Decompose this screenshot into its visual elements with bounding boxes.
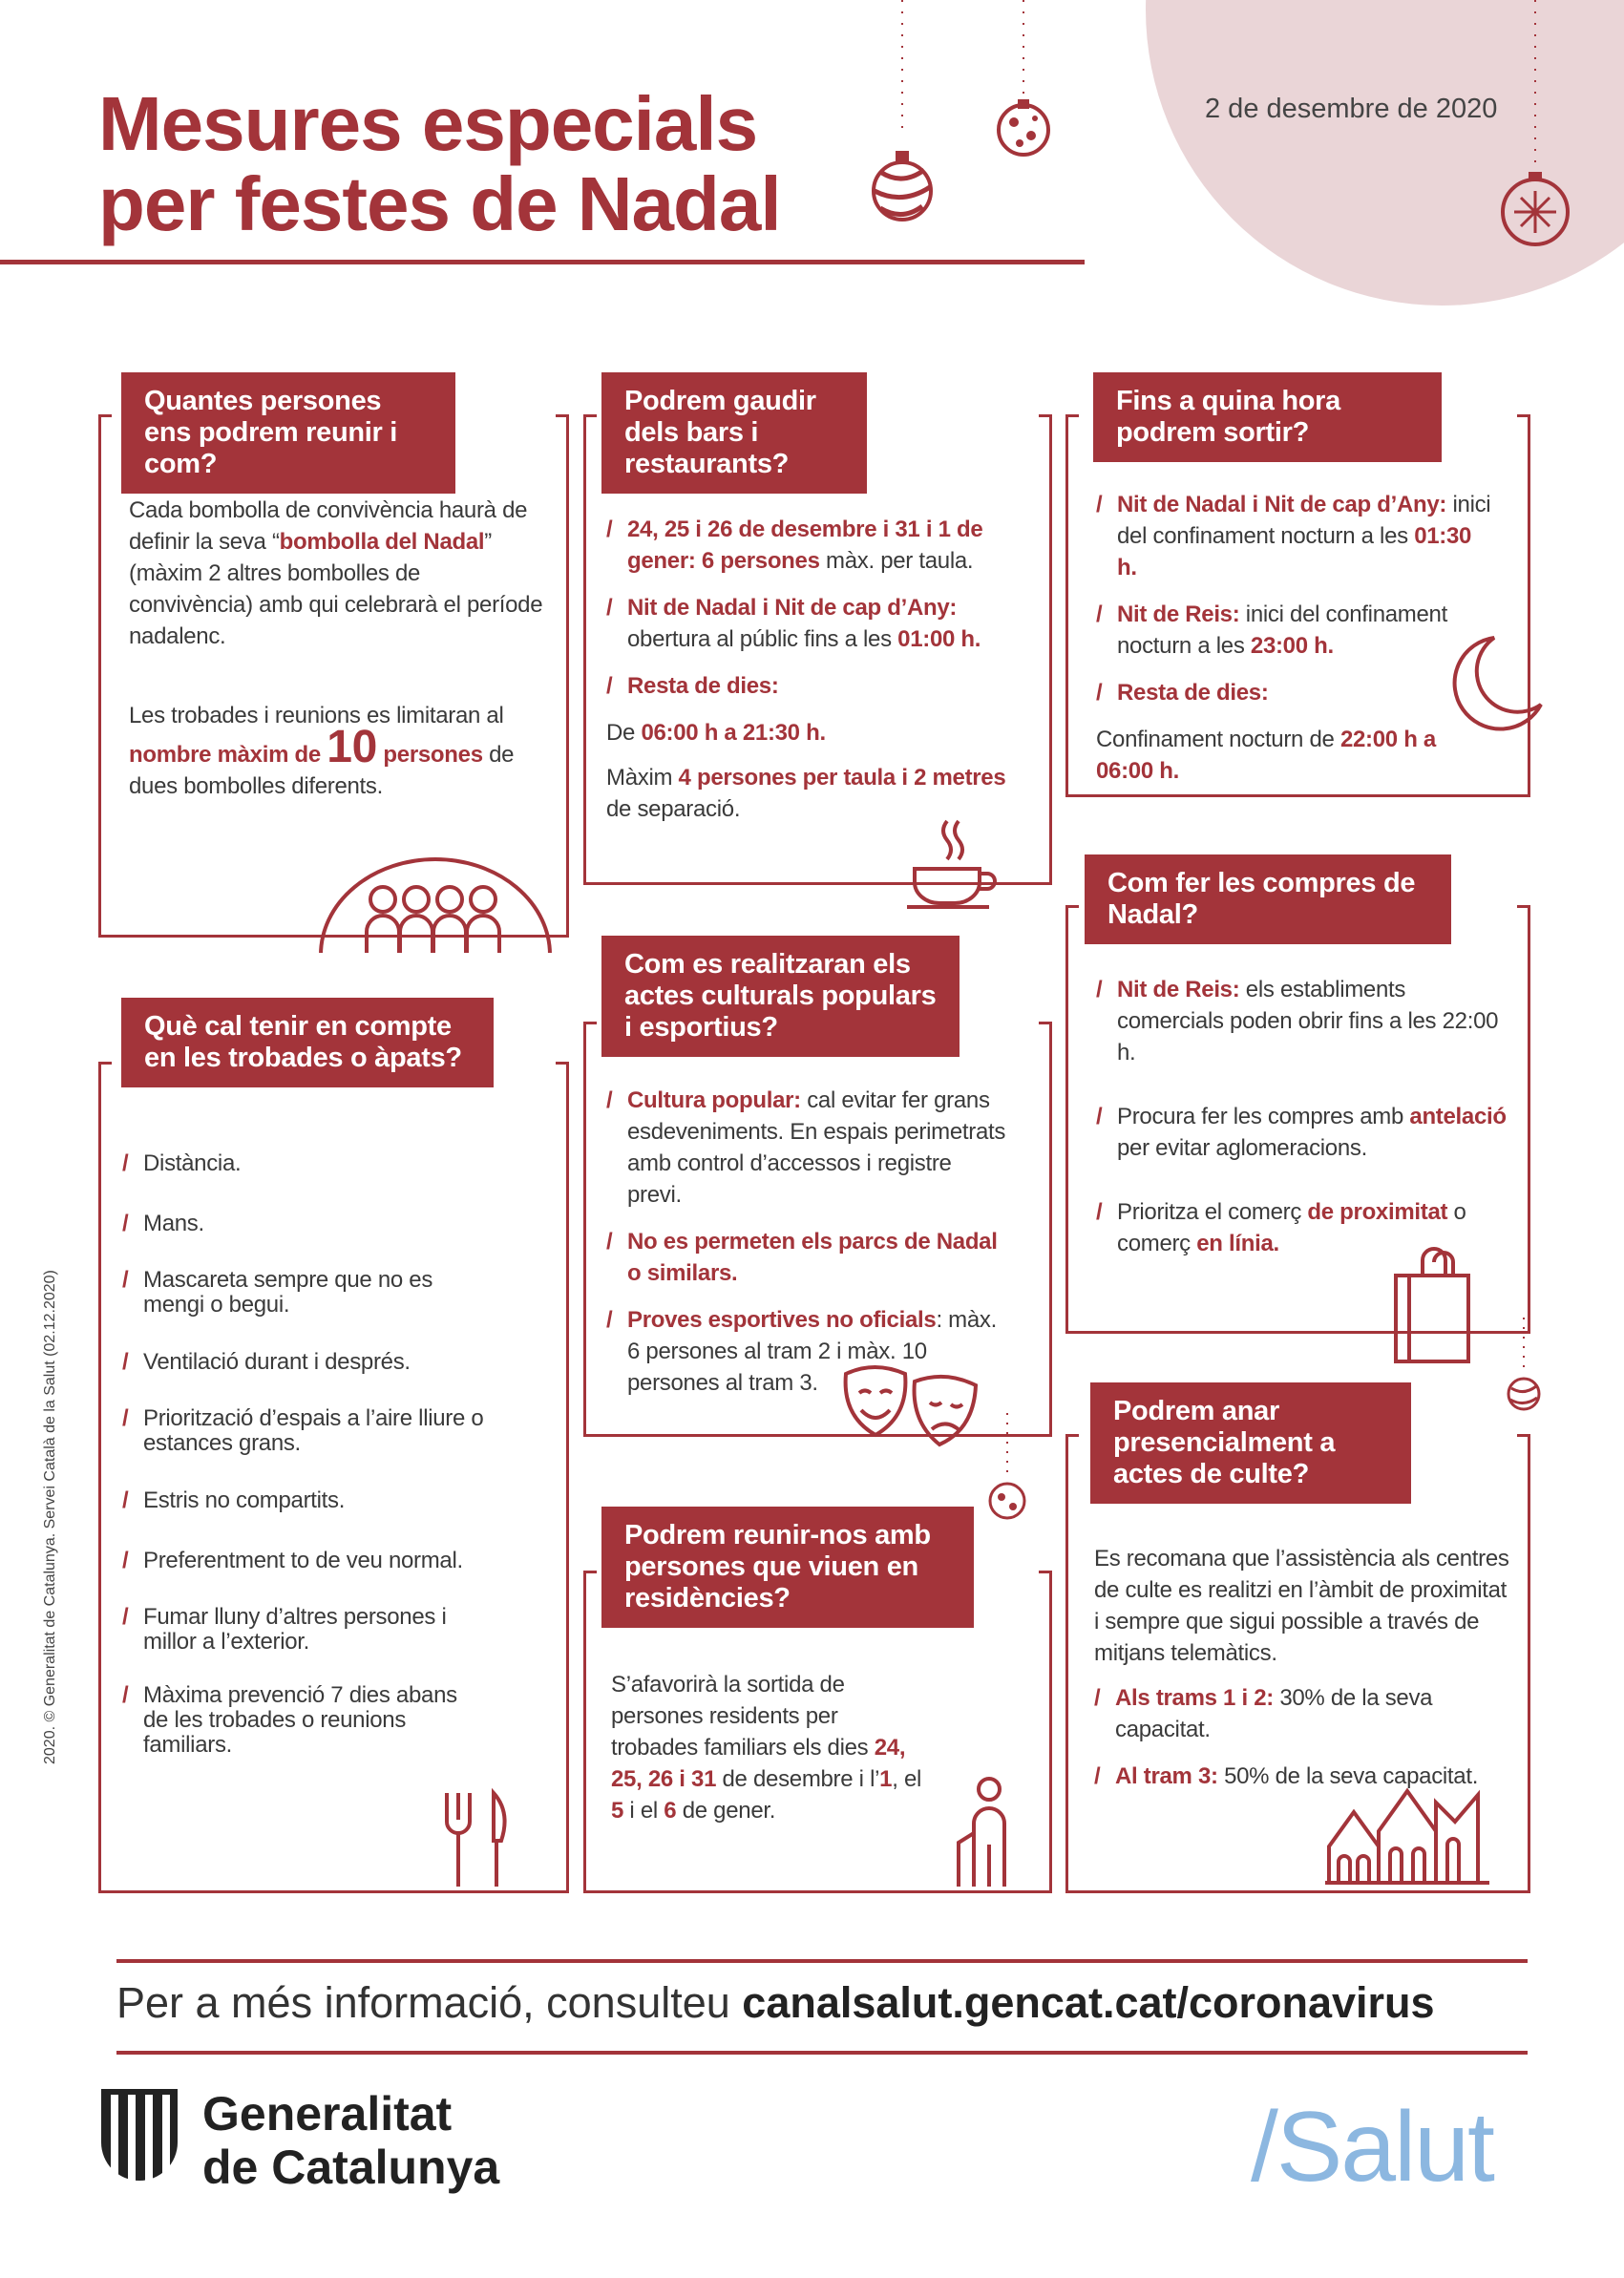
gatherings-item: / Priorització d’espais a l’aire lliure o estances grans. <box>122 1406 485 1456</box>
box-curfew-heading: Fins a quina hora podrem sortir? <box>1093 372 1442 462</box>
coffee-cup-icon <box>897 816 1012 912</box>
box-worship-text: Es recomana que l’assistència als centres de culte es realitzi en l’àmbit de proximitat i sempre que sigui possible a través de mitjans telemàtics. / Als trams 1 i 2: 30% de la seva capacitat. / Al tram 3: 50% de la seva capacitat. <box>1094 1543 1514 1807</box>
date: 2 de desembre de 2020 <box>1205 94 1498 124</box>
box-culture-text: / Cultura popular: cal evitar fer grans esdeveniments. En espais perimetrats amb control d’accessos i registre previ. / No es permeten els parcs de Nadal o similars. / Proves esportives no oficials: màx. 6 persones al tram 2 i màx. 10 persones al tram 3. <box>606 1085 1007 1414</box>
generalitat-line-1: Generalitat <box>202 2087 453 2141</box>
gatherings-item: / Distància. <box>122 1148 485 1179</box>
gatherings-item: / Estris no compartits. <box>122 1485 485 1516</box>
elderly-person-icon <box>945 1776 1022 1890</box>
more-info-text: Per a més informació, consulteu canalsalut.gencat.cat/coronavirus <box>116 1978 1435 2027</box>
shopping-bag-icon <box>1392 1243 1478 1367</box>
gatherings-item: / Ventilació durant i després. <box>122 1346 485 1378</box>
box-curfew-text: / Nit de Nadal i Nit de cap d’Any: inici del confinament nocturn a les 01:30 h. / Nit de Reis: inici del confinament nocturn a les 23:00 h. / Resta de dies: Confinament nocturn de 22:00 h a 06:00 h. <box>1096 489 1497 800</box>
title-line-2: per festes de Nadal <box>98 161 781 246</box>
footer-divider-bottom <box>116 2051 1528 2055</box>
box-residences-heading: Podrem reunir-nos amb persones que viuen en residències? <box>601 1507 974 1628</box>
generalitat-name <box>202 2087 499 2194</box>
box-gatherings-heading: Què cal tenir en compte en les trobades o àpats? <box>121 998 494 1087</box>
box-culture-heading: Com es realitzaran els actes culturals populars i esportius? <box>601 936 960 1057</box>
gatherings-item: / Màxima prevenció 7 dies abans de les trobades o reunions familiars. <box>122 1683 485 1758</box>
footer-divider-top <box>116 1959 1528 1963</box>
ornament-icon <box>859 0 1088 229</box>
box-worship-heading: Podrem anar presencialment a actes de culte? <box>1090 1382 1411 1504</box>
box-shopping-heading: Com fer les compres de Nadal? <box>1085 854 1451 944</box>
box-residences-text: S’afavorirà la sortida de persones residents per trobades familiars els dies 24, 25, 26 i 31 de desembre i l’1, el 5 i el 6 de gener. <box>611 1672 922 1824</box>
header-divider <box>0 260 1085 264</box>
fork-knife-icon <box>441 1791 517 1887</box>
box-people-heading: Quantes persones ens podrem reunir i com? <box>121 372 455 494</box>
page-title <box>98 81 781 246</box>
title-line-1: Mesures especials <box>98 81 758 166</box>
church-buildings-icon <box>1325 1783 1497 1888</box>
box-gatherings-list <box>122 1148 485 1786</box>
gatherings-item: / Mans. <box>122 1208 485 1239</box>
generalitat-line-2: de Catalunya <box>202 2141 500 2194</box>
more-info-link[interactable]: canalsalut.gencat.cat/coronavirus <box>742 1978 1435 2027</box>
box-shopping-text: / Nit de Reis: els establiments comercials poden obrir fins a les 22:00 h. / Procura fer les compres amb antelació per evitar aglomeracions. / Prioritza el comerç de proximitat o comerç en línia. <box>1096 974 1507 1275</box>
people-group-icon <box>311 840 559 964</box>
generalitat-logo-icon <box>97 2085 181 2184</box>
box-bars-text: / 24, 25 i 26 de desembre i 31 i 1 de gener: 6 persones màx. per taula. / Nit de Nadal i Nit de cap d’Any: obertura al públic fins a les 01:00 h. / Resta de dies: De 06:00 h a 21:30 h. Màxim 4 persones per taula i 2 metres de separació. <box>606 514 1017 838</box>
theater-masks-icon <box>840 1360 993 1461</box>
gatherings-item: / Fumar lluny d’altres persones i millor a l’exterior. <box>122 1605 485 1655</box>
snowflake-ornament-icon <box>1489 0 1566 248</box>
box-bars-heading: Podrem gaudir dels bars i restaurants? <box>601 372 867 494</box>
salut-brand: /Salut <box>1251 2092 1493 2203</box>
gatherings-item: / Preferentment to de veu normal. <box>122 1545 485 1576</box>
box-people-text: Cada bombolla de convivència haurà de definir la seva “bombolla del Nadal” (màxim 2 altres bombolles de convivència) amb qui celebrarà el període nadalenc. Les trobades i reunions es limitaran al nombre màxim de 10 persones de dues bombolles diferents. <box>129 497 543 799</box>
copyright-text: 2020. © Generalitat de Catalunya. Servei Català de la Salut (02.12.2020) <box>42 1270 58 1764</box>
moon-icon <box>1442 630 1547 735</box>
gatherings-item: / Mascareta sempre que no es mengi o begui. <box>122 1268 485 1318</box>
